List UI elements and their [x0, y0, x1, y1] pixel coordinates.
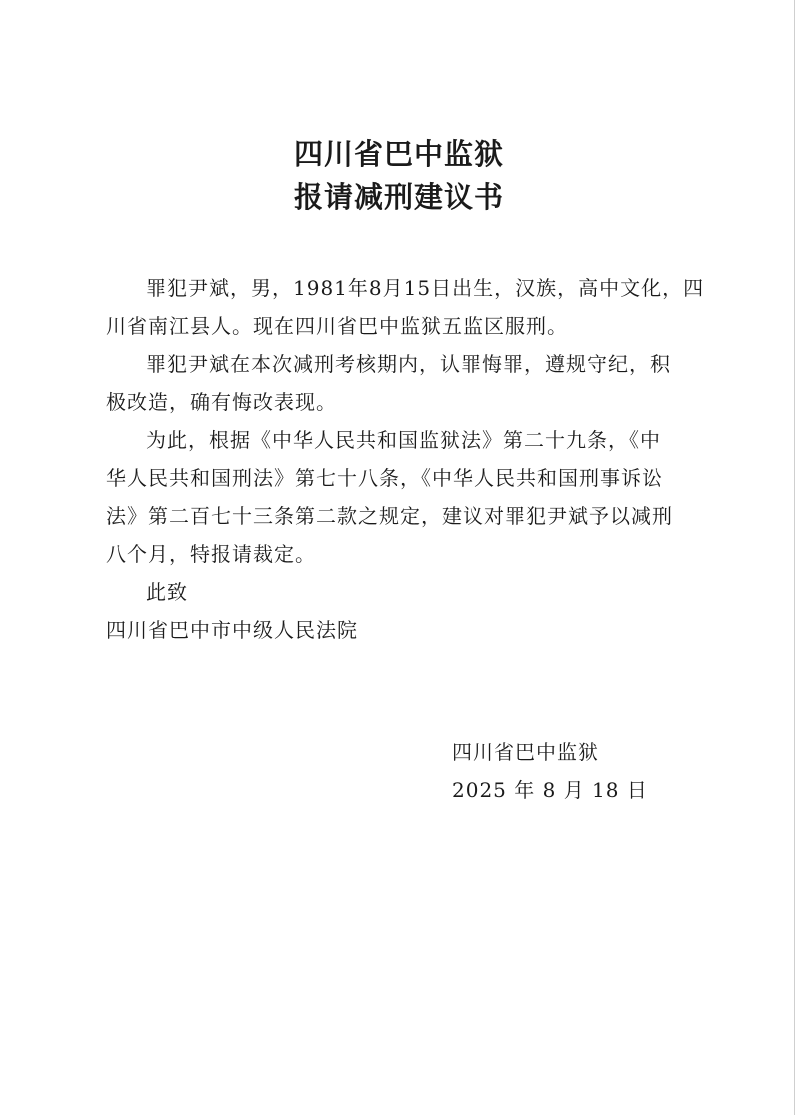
paragraph2-line2: 极改造，确有悔改表现。: [106, 390, 337, 414]
document-title-line1: 四川省巴中监狱: [293, 137, 504, 171]
signature-organization: 四川省巴中监狱: [452, 740, 599, 764]
recipient: 四川省巴中市中级人民法院: [106, 618, 358, 642]
paragraph1-line1: 罪犯尹斌，男，1981年8月15日出生，汉族，高中文化，四: [146, 276, 705, 300]
paragraph3-line1: 为此，根据《中华人民共和国监狱法》第二十九条，《中: [146, 428, 661, 452]
paragraph2-line1: 罪犯尹斌在本次减刑考核期内，认罪悔罪，遵规守纪，积: [146, 352, 671, 376]
paragraph3-line4: 八个月，特报请裁定。: [106, 542, 316, 566]
signature-date: 2025 年 8 月 18 日: [452, 778, 648, 802]
paragraph1-line2: 川省南江县人。现在四川省巴中监狱五监区服刑。: [106, 314, 568, 338]
paragraph3-line2: 华人民共和国刑法》第七十八条，《中华人民共和国刑事诉讼: [106, 466, 663, 490]
document-title-line2: 报请减刑建议书: [293, 180, 504, 214]
salutation: 此致: [146, 580, 188, 604]
paragraph3-line3: 法》第二百七十三条第二款之规定，建议对罪犯尹斌予以减刑: [106, 504, 673, 528]
